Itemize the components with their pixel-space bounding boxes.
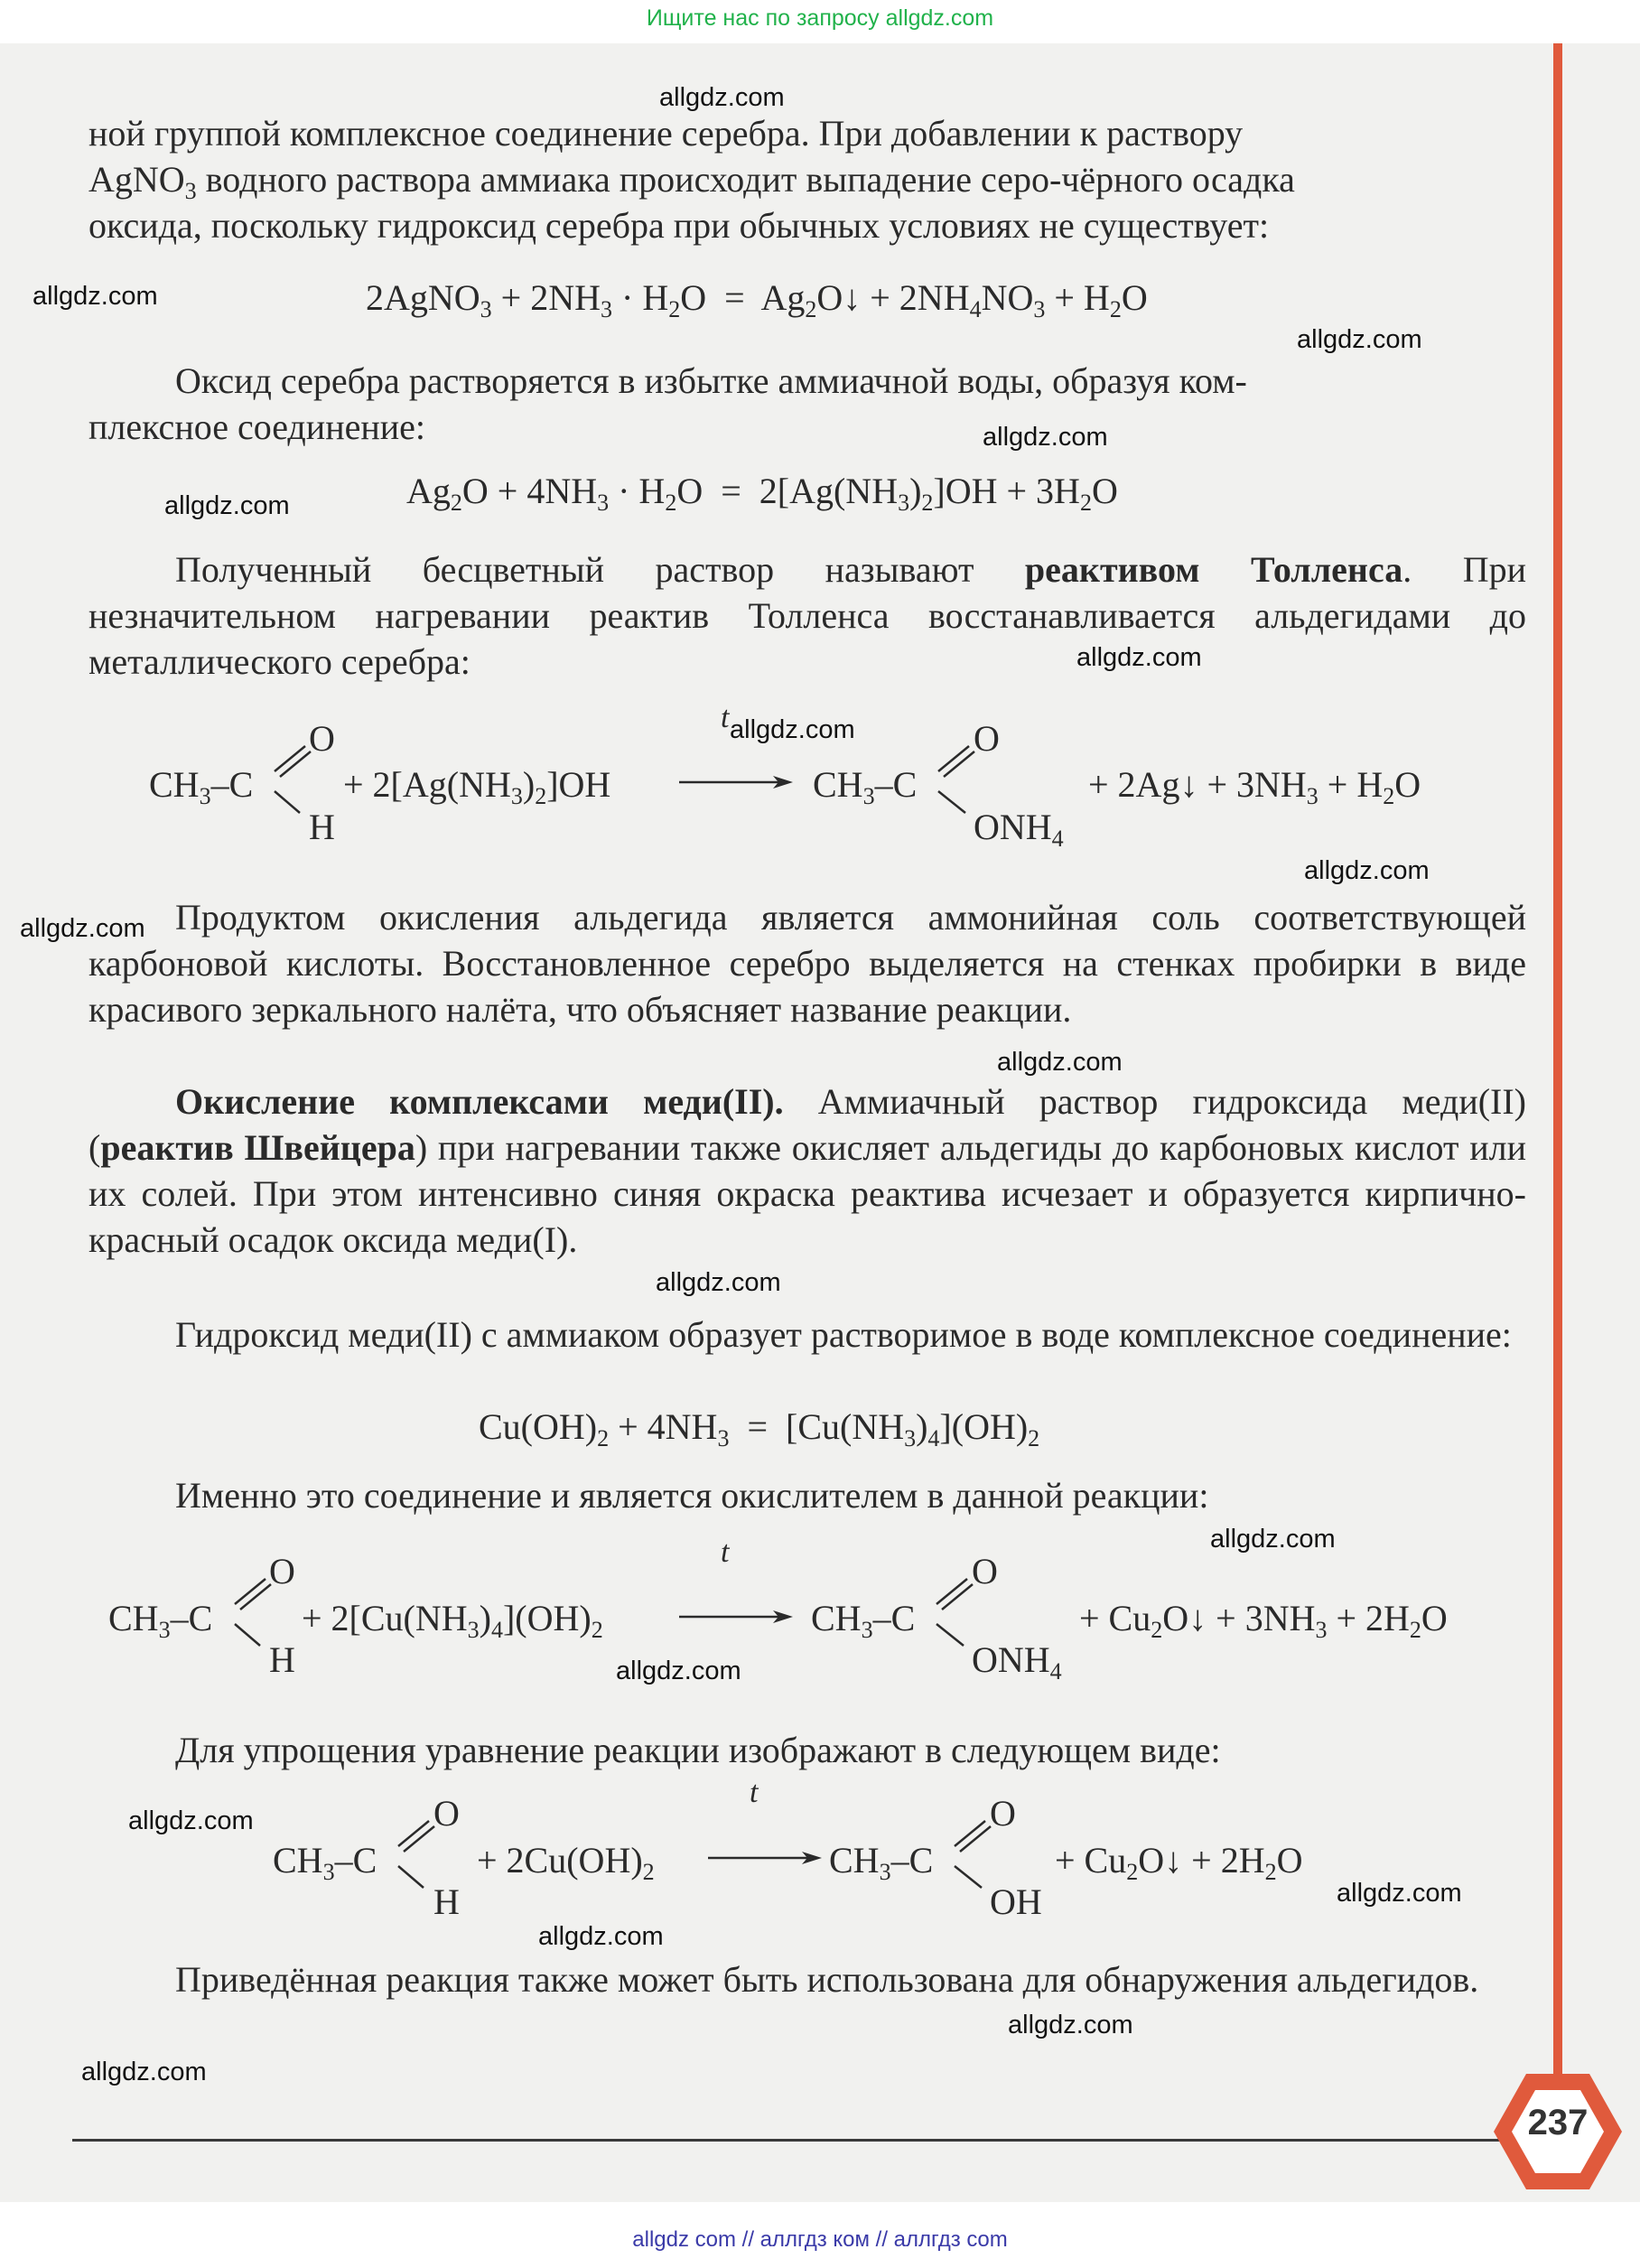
watermark: allgdz.com: [1210, 1525, 1336, 1554]
watermark: allgdz.com: [1337, 1879, 1462, 1908]
top-banner[interactable]: Ищите нас по запросу allgdz.com: [646, 5, 994, 31]
watermark: allgdz.com: [1008, 2011, 1133, 2039]
watermark: allgdz.com: [1304, 856, 1430, 885]
equation-4: $Cu(OH)_2 + 4NH_3 = [Cu(NH_3)_4](OH)_2$: [479, 1406, 1040, 1451]
watermark: allgdz.com: [20, 914, 145, 943]
watermark: allgdz.com: [538, 1922, 664, 1951]
paragraph-1: ной группой комплексное соединение серебра. При добавлении к раствору AgNO$_3$ водного раствора аммиака происходит выпадение серо-чёрного осадка оксида, поскольку гидроксид серебра при обычных условиях не существует:: [89, 113, 1295, 246]
watermark: allgdz.com: [983, 423, 1108, 452]
paragraph-5: Окисление комплексами меди(II). Аммиачный раствор гидроксида меди(II) (реактив Швейцера) при нагревании также окисляет альдегиды до карбоновых кислот или их солей. При этом интенсивно синяя окраска реактива исчезает и образуется кирпично-красный осадок оксида меди(I).: [89, 1081, 1526, 1260]
watermark: allgdz.com: [1297, 325, 1422, 354]
watermark: allgdz.com: [659, 83, 785, 112]
equation-2: $Ag_2O + 4NH_3 \cdot H_2O = 2[Ag(NH_3)_2]OH + 3H_2O$: [406, 471, 1118, 516]
paragraph-8: Для упрощения уравнение реакции изображают в следующем виде:: [175, 1730, 1221, 1770]
paragraph-7: Именно это соединение и является окислителем в данной реакции:: [175, 1475, 1209, 1516]
footer-rule: [72, 2139, 1571, 2142]
watermark: allgdz.com: [128, 1806, 254, 1835]
page-number: 237: [1527, 2103, 1589, 2142]
watermark: allgdz.com: [656, 1268, 781, 1297]
equation-1: 2AgNO$_3$ + $2NH_3 \cdot H_2O$ = $Ag_2O↓ + 2NH_4NO_3 + H_2O$: [366, 277, 1148, 322]
paragraph-4: Продуктом окисления альдегида является аммонийная соль соответствующей карбоновой кислоты. Восстановленное серебро выделяется на стенках пробирки в виде красивого зеркального налёта, что объясняет название реакции.: [89, 897, 1526, 1030]
bottom-banner[interactable]: allgdz com // аллгдз ком // аллгдз com: [632, 2227, 1008, 2252]
watermark: allgdz.com: [164, 491, 290, 520]
watermark: allgdz.com: [997, 1048, 1123, 1077]
accent-bar: [1553, 43, 1562, 2121]
watermark: allgdz.com: [730, 715, 855, 744]
paragraph-3: Полученный бесцветный раствор называют реактивом Толленса. При незначительном нагревании реактив Толленса восстанавливается альдегидами до металлического серебра:: [89, 549, 1527, 682]
watermark: allgdz.com: [1076, 643, 1202, 672]
watermark: allgdz.com: [616, 1657, 741, 1685]
paragraph-9: Приведённая реакция также может быть использована для обнаружения альдегидов.: [175, 1959, 1479, 2000]
watermark: allgdz.com: [81, 2058, 207, 2086]
paragraph-2: Оксид серебра растворяется в избытке аммиачной воды, образуя ком- плексное соединение:: [89, 360, 1247, 447]
paragraph-6: Гидроксид меди(II) с аммиаком образует растворимое в воде комплексное соединение:: [175, 1314, 1512, 1355]
watermark: allgdz.com: [33, 282, 158, 311]
